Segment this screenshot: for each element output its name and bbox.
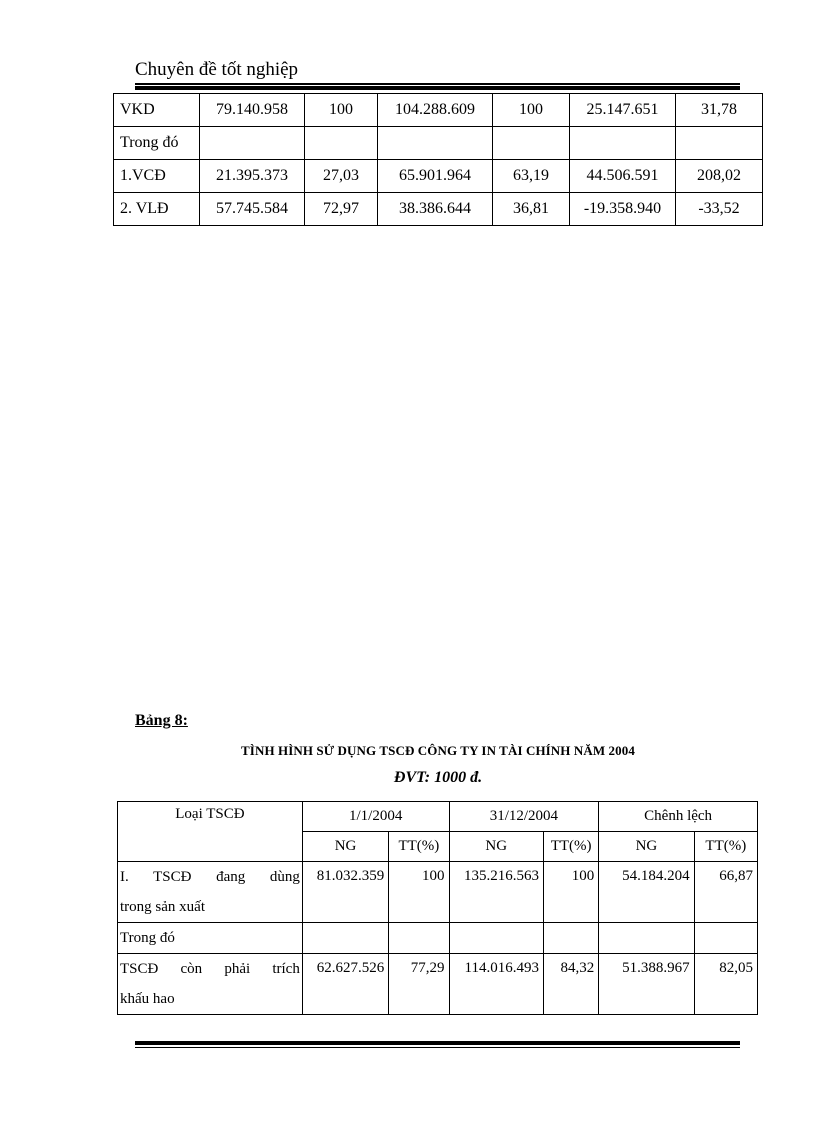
table-cell: 84,32	[543, 954, 598, 1015]
header-period-start: 1/1/2004	[302, 802, 449, 832]
table-cell: 104.288.609	[378, 94, 493, 127]
table-cell	[378, 127, 493, 160]
row-label	[118, 954, 303, 1015]
page-header-title: Chuyên đề tốt nghiệp	[135, 59, 299, 80]
table-cell: 72,97	[305, 193, 378, 226]
table-cell	[676, 127, 763, 160]
table-cell: 100	[543, 862, 598, 923]
row-label-line: khấu hao	[120, 991, 175, 1007]
table-cell: 57.745.584	[200, 193, 305, 226]
table-cell	[570, 127, 676, 160]
table-row	[114, 127, 763, 160]
header-rule-thick	[135, 86, 740, 90]
table-cell: 100	[305, 94, 378, 127]
table-header-row	[118, 802, 758, 832]
table-cell	[305, 127, 378, 160]
table-row	[114, 94, 763, 127]
table-cell: 44.506.591	[570, 160, 676, 193]
table-cell	[599, 923, 694, 954]
table-cell	[694, 923, 757, 954]
table-cell: 38.386.644	[378, 193, 493, 226]
header-period-end: 31/12/2004	[449, 802, 599, 832]
header-tt: TT(%)	[389, 832, 449, 862]
row-label-line: TSCĐ còn phải trích	[120, 961, 300, 977]
table-cell: 51.388.967	[599, 954, 694, 1015]
table-cell: 82,05	[694, 954, 757, 1015]
table-cell: 208,02	[676, 160, 763, 193]
table-cell: 100	[389, 862, 449, 923]
table-row	[118, 954, 758, 1015]
table-row	[114, 160, 763, 193]
capital-structure-table	[113, 93, 763, 226]
table-label: Bảng 8:	[135, 712, 188, 729]
table-cell: 21.395.373	[200, 160, 305, 193]
table-cell: 62.627.526	[302, 954, 388, 1015]
header-ng: NG	[302, 832, 388, 862]
table-title: TÌNH HÌNH SỬ DỤNG TSCĐ CÔNG TY IN TÀI CHÍNH NĂM 2004	[241, 743, 635, 758]
table-cell: 25.147.651	[570, 94, 676, 127]
table-cell: 1.VCĐ	[114, 160, 200, 193]
header-rule-thin	[135, 83, 740, 85]
table-cell	[389, 923, 449, 954]
header-asset-type: Loại TSCĐ	[118, 802, 303, 862]
table-cell: 31,78	[676, 94, 763, 127]
header-ng: NG	[449, 832, 543, 862]
table-cell: Trong đó	[114, 127, 200, 160]
table-cell: 27,03	[305, 160, 378, 193]
row-label-line: I. TSCĐ đang dùng	[120, 869, 300, 885]
table-cell: 66,87	[694, 862, 757, 923]
table-cell: 77,29	[389, 954, 449, 1015]
header-ng: NG	[599, 832, 694, 862]
table-cell: VKD	[114, 94, 200, 127]
table-cell: 2. VLĐ	[114, 193, 200, 226]
row-label-line: trong sản xuất	[120, 899, 205, 915]
table-cell: 36,81	[493, 193, 570, 226]
table-cell: -33,52	[676, 193, 763, 226]
header-tt: TT(%)	[694, 832, 757, 862]
table-row	[114, 193, 763, 226]
row-label	[118, 862, 303, 923]
table-cell: 54.184.204	[599, 862, 694, 923]
header-difference: Chênh lệch	[599, 802, 758, 832]
table-row	[118, 923, 758, 954]
table-cell: 65.901.964	[378, 160, 493, 193]
table-cell: 100	[493, 94, 570, 127]
table-cell: 114.016.493	[449, 954, 543, 1015]
fixed-assets-table	[117, 801, 758, 1015]
header-tt: TT(%)	[543, 832, 598, 862]
table-cell	[200, 127, 305, 160]
unit-caption: ĐVT: 1000 đ.	[393, 769, 483, 786]
table-cell	[449, 923, 543, 954]
table-row	[118, 862, 758, 923]
footer-rule-thin	[135, 1047, 740, 1048]
table-cell: 135.216.563	[449, 862, 543, 923]
table-cell: 79.140.958	[200, 94, 305, 127]
table-cell: -19.358.940	[570, 193, 676, 226]
table-cell: 81.032.359	[302, 862, 388, 923]
footer-rule-thick	[135, 1041, 740, 1045]
table-cell	[543, 923, 598, 954]
table-cell: 63,19	[493, 160, 570, 193]
table-cell	[302, 923, 388, 954]
row-label: Trong đó	[118, 923, 303, 954]
table-cell	[493, 127, 570, 160]
